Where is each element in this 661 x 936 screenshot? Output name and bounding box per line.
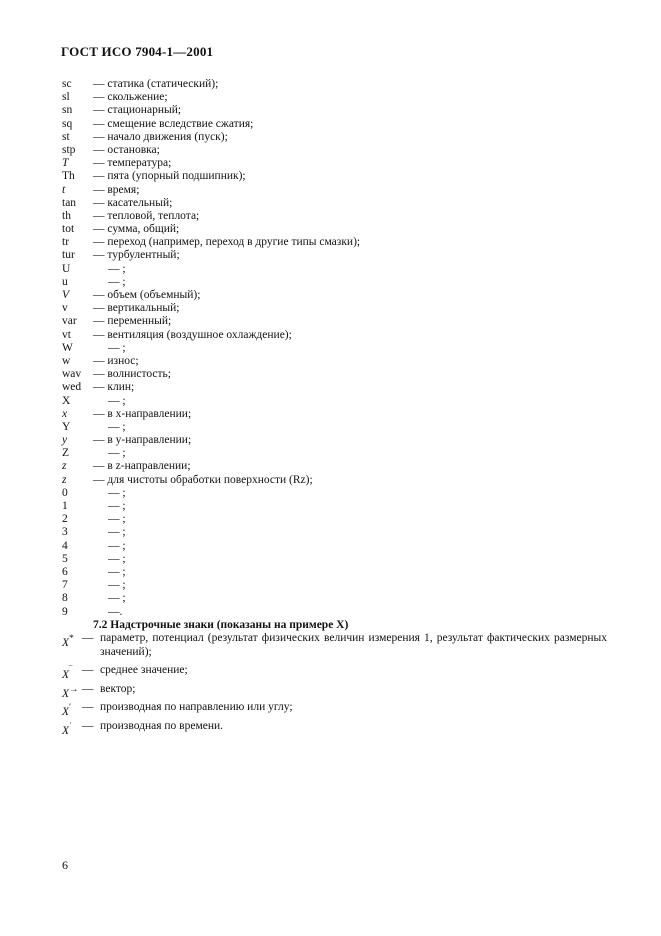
abbreviation-symbol: tan [62,196,77,209]
abbreviation-symbol: var [62,315,77,328]
abbreviation-symbol: X [62,394,71,407]
abbreviation-row [62,210,622,223]
abbreviation-description: — для чистоты обработки поверхности (Rz); [93,473,313,486]
abbreviation-description: — ; [108,486,126,499]
abbreviation-description: — время; [93,183,140,196]
abbreviation-symbol: y [62,434,68,447]
abbreviation-list [62,78,622,619]
abbreviation-row [62,408,622,421]
abbreviation-row [62,170,622,183]
abbreviation-description: — скольжение; [93,91,168,104]
abbreviation-description: — статика (статический); [93,78,219,90]
abbreviation-description: — в y-направлении; [93,434,192,447]
abbreviation-description: — ; [108,420,126,433]
abbreviation-description: — износ; [93,354,139,367]
abbreviation-row [62,184,622,197]
abbreviation-row [62,526,622,539]
abbreviation-description: — турбулентный; [93,249,180,262]
abbreviation-row [62,144,622,157]
abbreviation-description: — температура; [93,157,172,170]
abbreviation-description: — волнистость; [93,368,171,381]
abbreviation-description: — ; [108,552,126,565]
abbreviation-symbol: U [62,262,71,275]
abbreviation-row [62,606,622,619]
abbreviation-description: — ; [108,262,126,275]
abbreviation-row [62,223,622,236]
abbreviation-description: — ; [108,394,126,407]
abbreviation-row [62,487,622,500]
abbreviation-description: — касательный; [93,196,173,209]
dash: — [82,682,94,695]
abbreviation-description: — ; [108,579,126,592]
abbreviation-row [62,329,622,342]
abbreviation-description: — ; [108,526,126,539]
abbreviation-row [62,513,622,526]
symbol-mark: → [69,683,79,695]
abbreviation-row [62,249,622,262]
abbreviation-symbol: z [62,460,67,473]
abbreviation-row [62,104,622,117]
abbreviation-row [62,579,622,592]
abbreviation-description: — сумма, общий; [93,223,180,236]
symbol-mark: ˙ [69,720,73,732]
abbreviation-row [62,592,622,605]
abbreviation-description: — ; [108,565,126,578]
superscript-symbol [62,683,80,701]
abbreviation-description: — остановка; [93,143,160,156]
abbreviation-description: — вертикальный; [93,302,180,315]
abbreviation-symbol: vt [62,328,71,341]
abbreviation-symbol: sc [62,78,72,90]
abbreviation-symbol: 1 [62,500,68,512]
abbreviation-description: — ; [108,539,126,552]
page-number: 6 [62,858,68,872]
superscript-row [62,719,607,737]
abbreviation-description: — пята (упорный подшипник); [93,170,246,183]
symbol-base: X [62,687,70,700]
superscript-symbol [62,720,80,738]
abbreviation-symbol: wed [62,381,82,394]
abbreviation-symbol: 7 [62,579,68,592]
abbreviation-symbol: z [62,473,67,486]
superscript-row [62,682,607,700]
abbreviation-description: — объем (объемный); [93,289,201,301]
abbreviation-symbol: 8 [62,592,68,605]
abbreviation-symbol: sl [62,91,70,104]
abbreviation-symbol: 2 [62,513,68,526]
abbreviation-description: — ; [108,592,126,605]
abbreviation-row [62,118,622,131]
abbreviation-description: — ; [108,447,126,460]
superscript-row [62,632,607,659]
symbol-mark: ‾ [69,665,73,676]
abbreviation-row [62,289,622,302]
superscript-row [62,701,607,718]
abbreviation-description: — ; [108,341,126,354]
abbreviation-row [62,500,622,513]
abbreviation-description: — переход (например, переход в другие типы смазки); [93,236,361,249]
abbreviation-description: — ; [108,513,126,526]
symbol-base: X [62,724,70,737]
abbreviation-row [62,553,622,566]
abbreviation-row [62,540,622,553]
abbreviation-description: — смещение вследствие сжатия; [93,117,254,130]
abbreviation-symbol: u [62,275,68,288]
abbreviation-symbol: 3 [62,526,68,539]
abbreviation-symbol: st [62,130,70,143]
abbreviation-row [62,276,622,289]
abbreviation-symbol: 6 [62,565,68,578]
superscript-list [62,632,607,738]
symbol-mark: * [69,633,74,644]
abbreviation-symbol: Th [62,170,75,183]
abbreviation-symbol: 4 [62,539,68,552]
abbreviation-description: — начало движения (пуск); [93,130,228,143]
abbreviation-row [62,263,622,276]
superscript-description: параметр, потенциал (результат физических величин измерения 1, результат фактических размерных значений); [100,632,607,658]
superscript-row [62,664,607,681]
abbreviation-symbol: tot [62,223,75,236]
abbreviation-row [62,368,622,381]
abbreviation-row [62,566,622,579]
abbreviation-description: — стационарный; [93,104,182,117]
abbreviation-description: — в x-направлении; [93,407,192,420]
abbreviation-description: —. [108,605,123,618]
abbreviation-row [62,315,622,328]
abbreviation-symbol: T [62,157,69,170]
abbreviation-symbol: 0 [62,486,68,499]
superscript-description: вектор; [100,682,136,695]
abbreviation-row [62,197,622,210]
abbreviation-symbol: Y [62,420,71,433]
abbreviation-symbol: wav [62,368,82,381]
section-heading: 7.2 Надстрочные знаки (показаны на примере X) [93,619,349,631]
abbreviation-description: — в z-направлении; [93,460,191,473]
symbol-base: X [62,705,70,718]
abbreviation-symbol: sn [62,104,73,117]
abbreviation-row [62,421,622,434]
abbreviation-symbol: v [62,302,68,315]
abbreviation-row [62,78,622,91]
abbreviation-symbol: tr [62,236,70,249]
abbreviation-symbol: 9 [62,605,68,618]
abbreviation-symbol: sq [62,117,73,130]
superscript-symbol [62,664,80,682]
abbreviation-description: — переменный; [93,315,172,328]
abbreviation-symbol: x [62,407,68,420]
abbreviation-symbol: V [62,289,70,301]
abbreviation-description: — клин; [93,381,135,394]
abbreviation-symbol: Z [62,447,70,460]
abbreviation-row [62,474,622,487]
symbol-mark: ′ [69,702,72,713]
superscript-symbol [62,632,80,650]
dash: — [82,664,94,676]
dash: — [82,719,94,732]
superscript-description: среднее значение; [100,664,188,676]
abbreviation-row [62,447,622,460]
abbreviation-symbol: stp [62,143,76,156]
abbreviation-description: — вентиляция (воздушное охлаждение); [93,328,292,341]
abbreviation-row [62,381,622,394]
abbreviation-row [62,236,622,249]
abbreviation-row [62,395,622,408]
abbreviation-symbol: 5 [62,552,68,565]
dash: — [82,701,94,713]
superscript-description: производная по направлению или углу; [100,701,293,713]
abbreviation-row [62,91,622,104]
abbreviation-symbol: tur [62,249,75,262]
symbol-base: X [62,668,70,681]
superscript-description: производная по времени. [100,719,224,732]
abbreviation-row [62,342,622,355]
dash: — [82,632,94,644]
abbreviation-row [62,302,622,315]
document-header: ГОСТ ИСО 7904-1—2001 [61,44,214,59]
abbreviation-row [62,131,622,144]
abbreviation-symbol: W [62,341,73,354]
abbreviation-symbol: th [62,209,71,222]
abbreviation-description: — тепловой, теплота; [93,209,200,222]
abbreviation-description: — ; [108,275,126,288]
superscript-symbol [62,701,80,719]
symbol-base: X [62,636,70,649]
abbreviation-row [62,355,622,368]
abbreviation-symbol: t [62,183,66,196]
abbreviation-row [62,434,622,447]
abbreviation-description: — ; [108,500,126,512]
abbreviation-row [62,157,622,170]
abbreviation-row [62,460,622,473]
abbreviation-symbol: w [62,354,71,367]
